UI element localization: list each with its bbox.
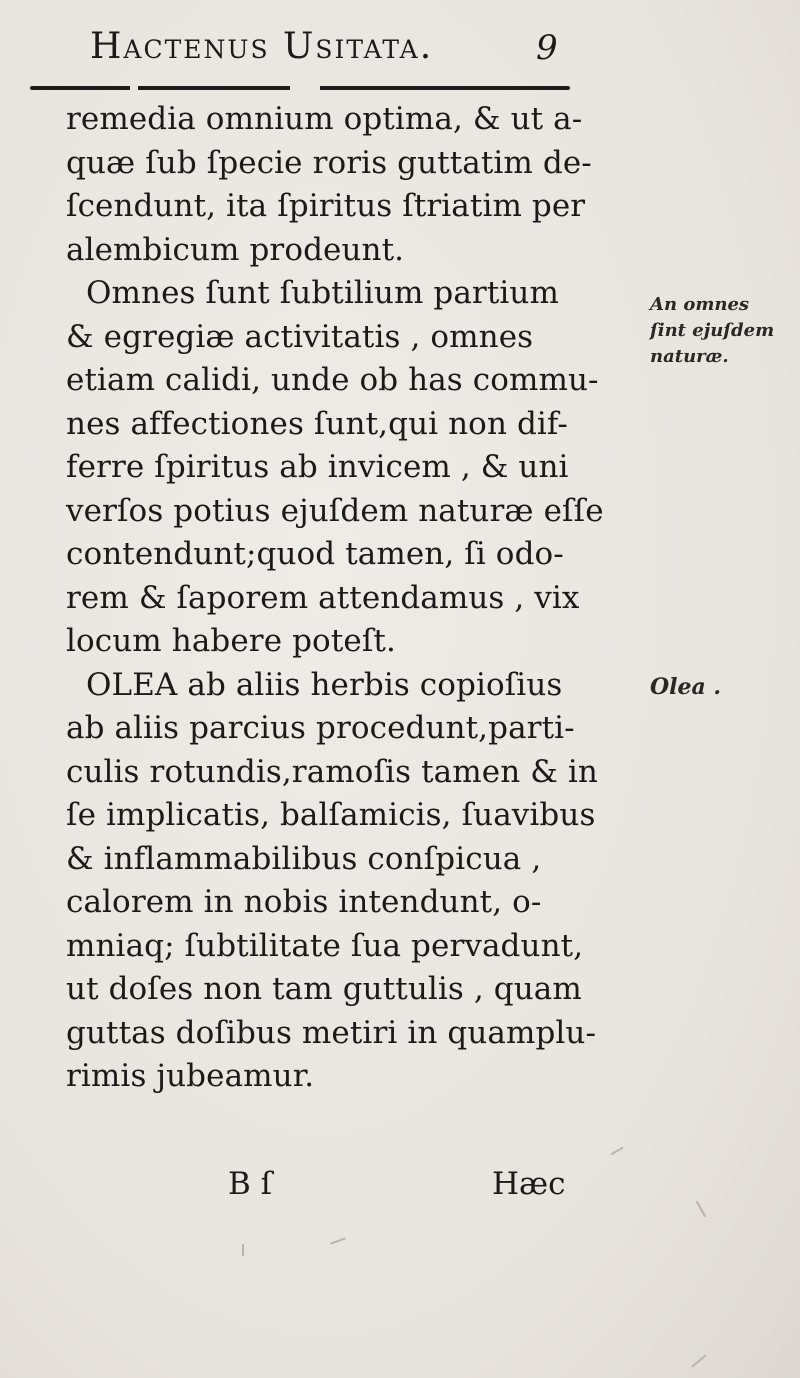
paper-speck <box>610 1147 623 1156</box>
text-body <box>66 98 626 1099</box>
text-line: rem & ſaporem attendamus , vix <box>66 579 580 616</box>
text-line: ab aliis parcius procedunt,parti- <box>66 710 575 746</box>
paper-speck <box>242 1244 244 1256</box>
running-title: Hactenus Usitata. <box>90 26 434 67</box>
text-line: remedia omnium optima, & ut a- <box>66 101 583 137</box>
margin-note-line: An omnes <box>650 294 750 315</box>
text-line: & egregiæ activitatis , omnes <box>66 318 534 355</box>
text-line: rimis jubeamur. <box>66 1058 315 1094</box>
text-line: contendunt;quod tamen, ſi odo- <box>66 536 564 572</box>
text-line: locum habere poteſt. <box>66 623 396 659</box>
text-line: ut doſes non tam guttulis , quam <box>66 971 582 1007</box>
text-line: guttas doſibus metiri in quamplu- <box>66 1014 597 1051</box>
header-rule <box>30 86 570 90</box>
text-line: culis rotundis,ramoſis tamen & in <box>66 753 598 790</box>
text-line: quæ ſub ſpecie roris guttatim de- <box>66 144 592 181</box>
paper-speck <box>691 1354 706 1367</box>
text-line: & inflammabilibus conſpicua , <box>66 840 542 877</box>
text-line: ferre ſpiritus ab invicem , & uni <box>66 449 569 485</box>
text-line: Omnes ſunt ſubtilium partium <box>86 275 559 311</box>
text-line: mniaq; ſubtilitate ſua pervadunt, <box>66 927 584 964</box>
text-line: alembicum prodeunt. <box>66 231 405 268</box>
margin-note-line: naturæ. <box>650 346 729 367</box>
page-footer <box>0 1166 800 1210</box>
margin-note-an-omnes <box>650 292 774 370</box>
text-line: ſe implicatis, balſamicis, ſuavibus <box>66 797 596 833</box>
running-head <box>90 26 610 76</box>
text-line: ſcendunt, ita ſpiritus ſtriatim per <box>66 188 586 224</box>
text-line: OLEA ab aliis herbis copioſius <box>86 666 563 703</box>
margin-note-line: ſint ejuſdem <box>650 320 775 341</box>
text-line: calorem in nobis intendunt, o- <box>66 884 542 920</box>
paper-speck <box>330 1237 346 1244</box>
catchword: Hæc <box>492 1166 566 1202</box>
page-number: 9 <box>536 28 558 68</box>
margin-note-olea: Olea . <box>650 674 722 700</box>
text-line: nes affectiones ſunt,qui non dif- <box>66 405 568 442</box>
text-line: etiam calidi, unde ob has commu- <box>66 362 599 398</box>
signature-mark: B ſ <box>228 1166 273 1202</box>
text-line: verſos potius ejuſdem naturæ eſſe <box>66 492 604 529</box>
